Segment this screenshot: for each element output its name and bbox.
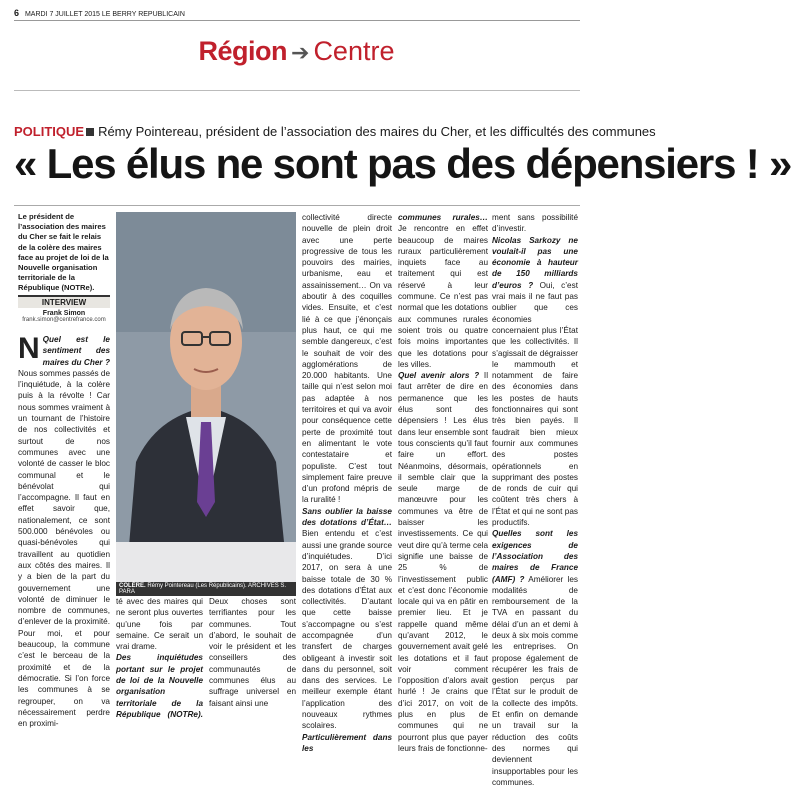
section-region: Région: [198, 36, 287, 66]
answer-5-end: ment sans possibilité d’investir.: [492, 213, 578, 234]
date-and-paper: MARDI 7 JUILLET 2015 LE BERRY REPUBLICAIN: [24, 11, 185, 18]
author-name: Frank Simon: [42, 310, 86, 317]
column-2: [116, 596, 296, 720]
section-centre: Centre: [313, 36, 395, 66]
section-heading: [0, 36, 593, 67]
author-email[interactable]: frank.simon@centrefrance.com: [22, 317, 106, 323]
kicker-label: POLITIQUE: [14, 124, 85, 139]
question-5: Quel avenir alors ?: [398, 371, 480, 381]
caption-label: COLÈRE.: [119, 583, 146, 589]
photo-caption: [116, 582, 296, 596]
square-bullet-icon: [86, 128, 94, 136]
page-number: 6: [14, 8, 20, 18]
question-2-end: (NOTRe).: [167, 709, 203, 719]
article-rule: [14, 205, 580, 206]
portrait-photo: [116, 212, 296, 582]
portrait-illustration: [116, 212, 296, 582]
answer-2: Deux choses sont terrifiantes pour les communes. Tout d’abord, le souhait de voir le président et les conseillers des communautés de communes élus au suffrage universel en faisant ainsi une: [209, 597, 296, 708]
column-5: [492, 212, 578, 788]
answer-4: Je rencontre en effet beaucoup de maires ruraux particulièrement inquiets face au traitement qui est réservé à leur commune. Ce n’est pas normal que les dotations aux communes rurales soient trois ou quatre fois moins importantes que les dotations pour les villes.: [398, 224, 488, 369]
answer-6: Oui, c’est vrai mais il ne faut pas oublier que ces économies concernaient plus l’État que les collectivités. Il s’agissait de dégraisser le mammouth et notamment de faire des économies dans les postes de hauts fonctionnaires qui sont très bien payés. Il faudrait bien mieux fournir aux communes des postes opérationnels en supprimant des postes de ronds de cuir qui coûtent très chers à l’État et qui ne sont pas productifs.: [492, 280, 578, 528]
drop-cap: N: [18, 332, 40, 365]
answer-5: Il faut arrêter de dire en permanence que les élus sont des dépensiers ! Les élus dans leur ensemble sont tous conscients qu’il faut faire un effort. Néanmoins, désormais, il semble clair que la seule marge de manœuvre pour les communes va être de baisser les investissements. Ce qui veut dire qu’à terme cela signifie une baisse de 25 % de l’investissement public et c’est donc l’économie locale qui va en pâtir en premier lieu. Et je rappelle quand même qu’avant 2012, le gouvernement avait gelé les dotations et il faut voir comment l’opposition d’alors avait hurlé ! Je crains que d’ici 2017, on voit de plus en plus de communes qui ne pourront plus que payer leurs frais de fonctionne-: [398, 371, 489, 753]
interview-label: INTERVIEW: [18, 295, 110, 308]
column-4: [398, 212, 488, 754]
question-7: Quelles sont les exigences de l’Association des maires de France (AMF) ?: [492, 529, 578, 584]
answer-1: Nous sommes passés de l’inquiétude, à la colère puis à la révolte ! Car nous sommes vraiment à un tournant de l’histoire de nos collectivités et surtout de nos communes avec une volonté de casser le bloc communal et le bénévolat qui l’accompagne. Il faut en effet savoir que, nationalement, ce sont 500.000 bénévoles ou quasi-bénévoles qui travaillent au quotidien aux côtés des maires. Il y a bien de la part du gouvernement une volonté de diminuer le nombre de communes, d’enlever de la proximité. Pour moi, et pour beaucoup, la commune c’est le berceau de la proximité et de la démocratie. Si l’on force les communes à se regrouper, on va nécessairement perdre en proximi-: [18, 368, 110, 729]
question-3: Sans oublier la baisse des dotations d’État…: [302, 506, 392, 528]
answer-1-end: té avec des maires qui ne seront plus ouvertes qu’une fois par semaine. Ce serait un vrai drame.: [116, 597, 203, 652]
question-4-end: communes rurales…: [398, 213, 488, 222]
caption-text: Rémy Pointereau (Les Républicains). ARCHIVES S. PARA: [119, 583, 287, 595]
header-rule: [14, 20, 580, 21]
answer-2-cont: collectivité directe nouvelle de plein droit avec une perte progressive de tous les pouvoirs des mairies, urbanisme, eau et assainissement… On va aboutir à des coquilles vides. Ensuite, et c’est lié à ce que j’énonçais plus haut, ce qui me semble dangereux, c’est le souhait de voir des agglomérations de 20.000 habitants. Une taille qui n’est selon moi pas adaptée à nos territoires et qui va avoir pour conséquence cette perte de proximité tout en alimentant le vote contestataire et populiste. C’est tout simplement faire preuve d’un profond mépris de la ruralité !: [302, 213, 392, 505]
page-header: [14, 8, 580, 28]
question-1: Quel est le sentiment des maires du Cher ?: [42, 335, 110, 367]
article-intro: Le président de l’association des maires du Cher se fait le relais de la colère des maires face au projet de loi de la Nouvelle organisation territoriale de la République (NOTRe).: [18, 212, 109, 293]
section-rule: [14, 90, 580, 91]
kicker: [14, 124, 656, 139]
answer-7: Améliorer les modalités de remboursement de la TVA en passant du délai d’un an et demi à deux à six mois comme les entreprises. On propose également de récupérer les frais de gestion perçus par l’État sur le produit de la collecte des impôts. Et enfin on demande un travail sur la réduction des coûts des normes qui deviennent insupportables pour les communes.: [492, 574, 578, 787]
interview-box: [18, 295, 110, 323]
headline: « Les élus ne sont pas des dépensiers ! »: [14, 140, 791, 187]
column-3: [302, 212, 392, 754]
question-4: Particulièrement dans les: [302, 732, 392, 753]
kicker-text: Rémy Pointereau, président de l’association des maires du Cher, et les difficultés des communes: [98, 124, 656, 139]
arrow-icon: ➔: [291, 40, 310, 65]
column-1: [18, 334, 110, 729]
question-6: Nicolas Sarkozy ne voulait-il pas une économie à hauteur de 150 milliards d’euros ?: [492, 235, 578, 290]
question-2: Des inquiétudes portant sur le projet de loi de la Nouvelle organisation territoriale de la République: [116, 653, 203, 719]
answer-3: Bien entendu et c’est aussi une grande source d’inquiétudes. D’ici 2017, on sera à une baisse totale de 30 % des dotations d’État aux collectivités. D’autant que cette baisse s’accompagne ou s’est accompagnée d’un transfert de charges obligeant à investir soit dans du personnel, soit dans des services. Le meilleur exemple étant l’application des nouveaux rythmes scolaires.: [302, 529, 392, 731]
